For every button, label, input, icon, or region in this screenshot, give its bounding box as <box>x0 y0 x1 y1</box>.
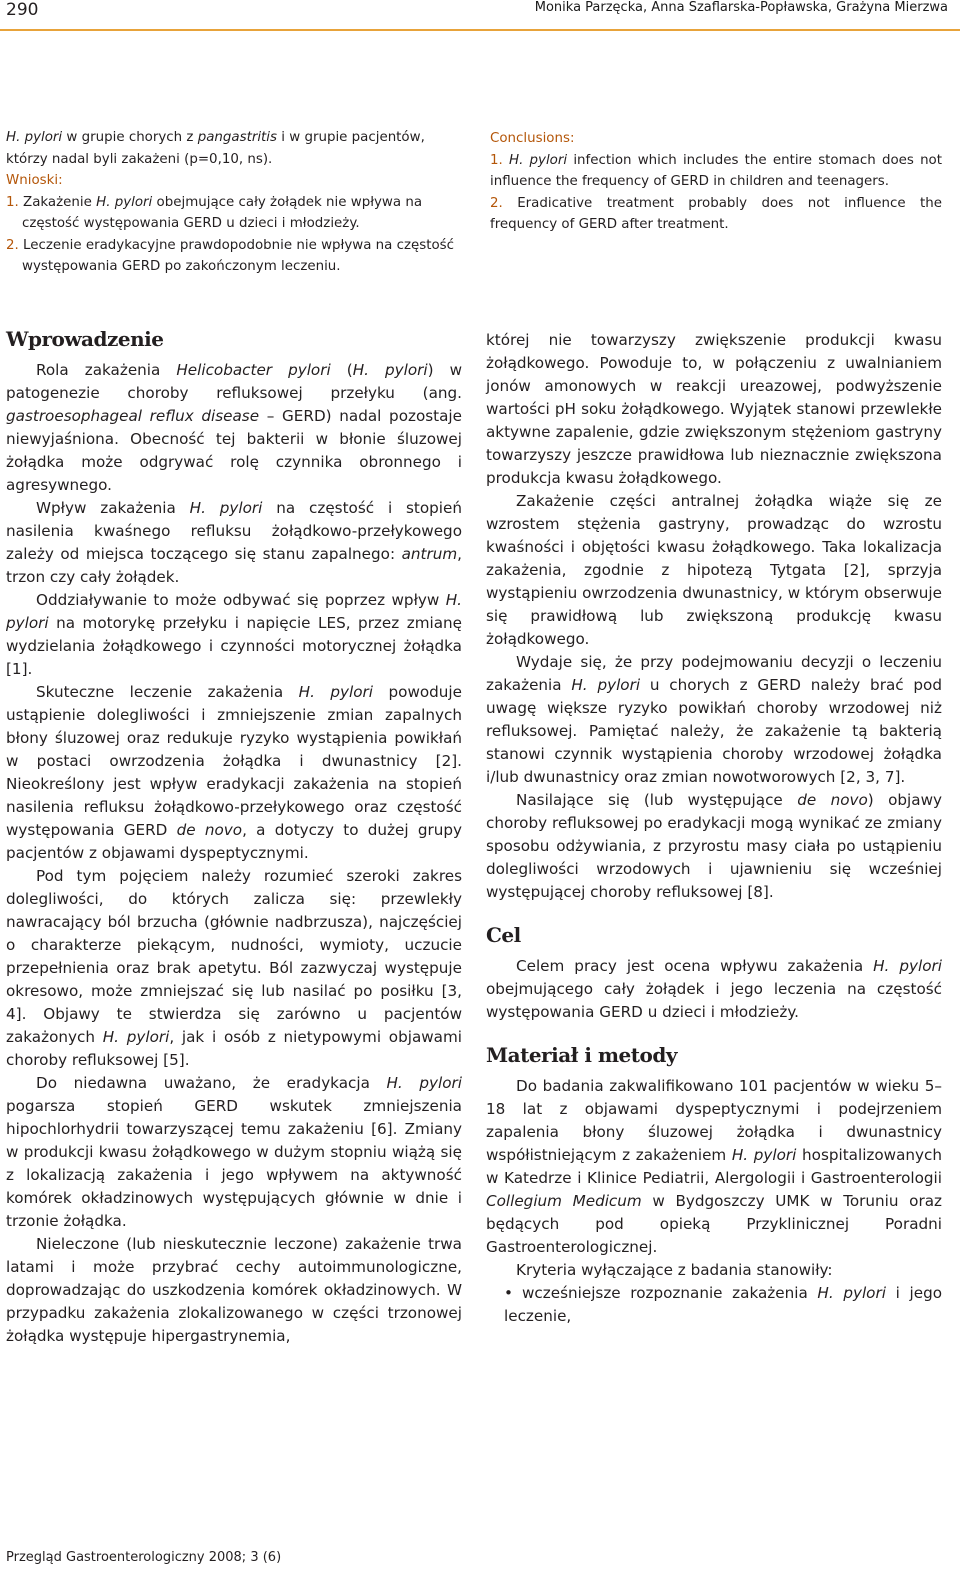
running-header-authors: Monika Parzęcka, Anna Szaflarska-Popławska, Grażyna Mierzwa <box>534 0 948 15</box>
left-column <box>6 328 462 1348</box>
item-number: 1. <box>490 152 503 168</box>
item-number: 2. <box>490 195 503 211</box>
item-number: 1. <box>6 194 19 210</box>
text: i w grupie pacjentów, którzy nadal byli zakażeni (p=0,10, ns). <box>6 130 425 167</box>
right-column <box>486 329 942 1328</box>
text: Zakażenie <box>18 194 97 210</box>
footer-journal: Przegląd Gastroenterologiczny 2008; 3 (6) <box>6 1550 282 1565</box>
italic-text: H. pylori <box>502 152 568 168</box>
paragraph: Skuteczne leczenie zakażenia H. pylori powoduje ustąpienie dolegliwości i zmniejszenie zmian zapalnych błony śluzowej oraz redukuje ryzyko wystąpienia powikłań w postaci owrzodzenia żołądka i dwunastnicy [2]. Nieokreślony jest wpływ eradykacji zakażenia na stopień nasilenia refluksu żołądkowo-przełykowego oraz częstość występowania GERD de novo, a dotyczy to dużej grupy pacjentów z objawami dyspeptycznymi. <box>6 683 463 862</box>
header-divider <box>0 29 960 31</box>
page-number: 290 <box>6 0 39 20</box>
list-item: • wcześniejsze rozpoznanie zakażenia H. pylori i jego leczenie, <box>504 1284 943 1325</box>
abstract-en-conclusions <box>490 128 942 236</box>
item-number: 2. <box>6 237 19 253</box>
paragraph: Rola zakażenia Helicobacter pylori (H. pylori) w patogenezie choroby refluksowej przełyku (ang. gastroesophageal reflux disease – GERD) nadal pozostaje niewyjaśniona. Obecność tej bakterii w błonie śluzowej żołądka może odgrywać rolę czynnika obronnego i agresywnego. <box>6 361 462 494</box>
paragraph: Do badania zakwalifikowano 101 pacjentów w wieku 5–18 lat z objawami dyspeptycznymi i podejrzeniem zapalenia błony śluzowej żołądka i dwunastnicy współistniejącym z zakażeniem H. pylori hospitalizowanych w Katedrze i Klinice Pediatrii, Alergologii i Gastroenterologii Collegium Medicum w Bydgoszczy UMK w Toruniu oraz będących pod opieką Przyklinicznej Poradni Gastroenterologicznej. <box>486 1077 942 1256</box>
text: Leczenie eradykacyjne prawdopodobnie nie wpływa na częstość występowania GERD po zakończonym leczeniu. <box>18 237 454 274</box>
paragraph: Wpływ zakażenia H. pylori na częstość i stopień nasilenia kwaśnego refluksu żołądkowo-przełykowego zależy od miejsca toczącego się stanu zapalnego: antrum, trzon czy cały żołądek. <box>6 499 462 586</box>
text: Eradicative treatment probably does not influence the frequency of GERD after treatment. <box>490 195 942 232</box>
abstract-pl-conclusions <box>6 127 458 278</box>
bullet-icon: • <box>504 1284 513 1302</box>
text: infection which includes the entire stomach does not influence the frequency of GERD in children and teenagers. <box>490 152 942 189</box>
abstract-en-item-2 <box>490 193 942 236</box>
abstract-pl-heading: Wnioski: <box>6 173 63 188</box>
section-heading-methods: Materiał i metody <box>486 1043 677 1067</box>
section-heading-introduction: Wprowadzenie <box>6 327 164 351</box>
italic-text: H. pylori <box>96 194 153 210</box>
section-heading-aim: Cel <box>486 923 521 947</box>
abstract-pl-item-2 <box>6 235 458 278</box>
paragraph: Nasilające się (lub występujące de novo) objawy choroby refluksowej po eradykacji mogą wynikać ze zmiany sposobu odżywiania, z przyrostu masy ciała po ustąpieniu dolegliwości wrzodowych i ujawnieniu się wcześniej występującej choroby refluksowej [8]. <box>486 791 942 901</box>
paragraph: Wydaje się, że przy podejmowaniu decyzji o leczeniu zakażenia H. pylori u chorych z GERD należy brać pod uwagę większe ryzyko powikłań choroby wrzodowej niż refluksowej. Pamiętać należy, że zakażenie tą bakterią stanowi czynnik wystąpienia choroby wrzodowej żołądka i/lub dwunastnicy oraz zmian nowotworowych [2, 3, 7]. <box>486 653 942 786</box>
paragraph: Pod tym pojęciem należy rozumieć szeroki zakres dolegliwości, do których zalicza się: przewlekły nawracający ból brzucha (głównie nadbrzusza), najczęściej o charakterze piekącym, nudności, wymioty, uczucie przepełnienia oraz brak apetytu. Ból zazwyczaj występuje okresowo, może zmniejszać się lub nasilać po posiłku [3, 4]. Objawy te stwierdza się zarówno u pacjentów zakażonych H. pylori, jak i osób z nietypowymi objawami choroby refluksowej [5]. <box>6 867 462 1069</box>
paragraph: Zakażenie części antralnej żołądka wiąże się ze wzrostem stężenia gastryny, prowadząc do wzrostu kwaśności i objętości kwasu żołądkowego. Taka lokalizacja zakażenia, zgodnie z hipotezą Tytgata [2], sprzyja wystąpieniu owrzodzenia dwunastnicy, w którym obserwuje się prawidłową lub zwiększoną produkcję kwasu żołądkowego. <box>486 492 942 648</box>
paragraph: Kryteria wyłączające z badania stanowiły: <box>516 1261 833 1279</box>
paragraph: której nie towarzyszy zwiększenie produkcji kwasu żołądkowego. Powoduje to, w połączeniu z uwalnianiem jonów amonowych w reakcji ureazowej, podwyższenie wartości pH soku żołądkowego. Wyjątek stanowi przewlekłe aktywne zapalenie, gdzie zwiększonym stężeniom gastryny towarzyszy jeszcze prawidłowa lub nieznacznie zwiększona produkcja kwasu żołądkowego. <box>486 331 942 487</box>
italic-text: pangastritis <box>197 130 278 145</box>
italic-text: H. pylori <box>6 130 63 145</box>
abstract-pl-item-1 <box>6 192 458 235</box>
abstract-en-item-1 <box>490 150 942 193</box>
paragraph: Nieleczone (lub nieskutecznie leczone) zakażenie trwa latami i może przybrać cechy autoimmunologiczne, doprowadzając do uszkodzenia komórek okładzinowych. W przypadku zakażenia zlokalizowanego w części trzonowej żołądka występuje hipergastrynemia, <box>6 1235 462 1345</box>
abstract-pl-results-end <box>6 127 458 170</box>
text: w grupie chorych z <box>62 130 198 145</box>
abstract-en-heading: Conclusions: <box>490 131 575 146</box>
text: obejmujące cały żołądek nie wpływa na częstość występowania GERD u dzieci i młodzieży. <box>22 194 423 231</box>
paragraph: Celem pracy jest ocena wpływu zakażenia H. pylori obejmującego cały żołądek i jego leczenia na częstość występowania GERD u dzieci i młodzieży. <box>486 957 942 1021</box>
paragraph: Do niedawna uważano, że eradykacja H. pylori pogarsza stopień GERD wskutek zmniejszenia hipochlorhydrii towarzyszącej temu zakażeniu [6]. Zmiany w produkcji kwasu żołądkowego w dużym stopniu wiążą się z lokalizacją zakażenia i jego wpływem na aktywność komórek okładzinowych występujących głównie w dnie i trzonie żołądka. <box>6 1074 462 1230</box>
paragraph: Oddziaływanie to może odbywać się poprzez wpływ H. pylori na motorykę przełyku i napięcie LES, przez zmianę wydzielania żołądkowego i czynności motorycznej żołądka [1]. <box>6 591 462 678</box>
